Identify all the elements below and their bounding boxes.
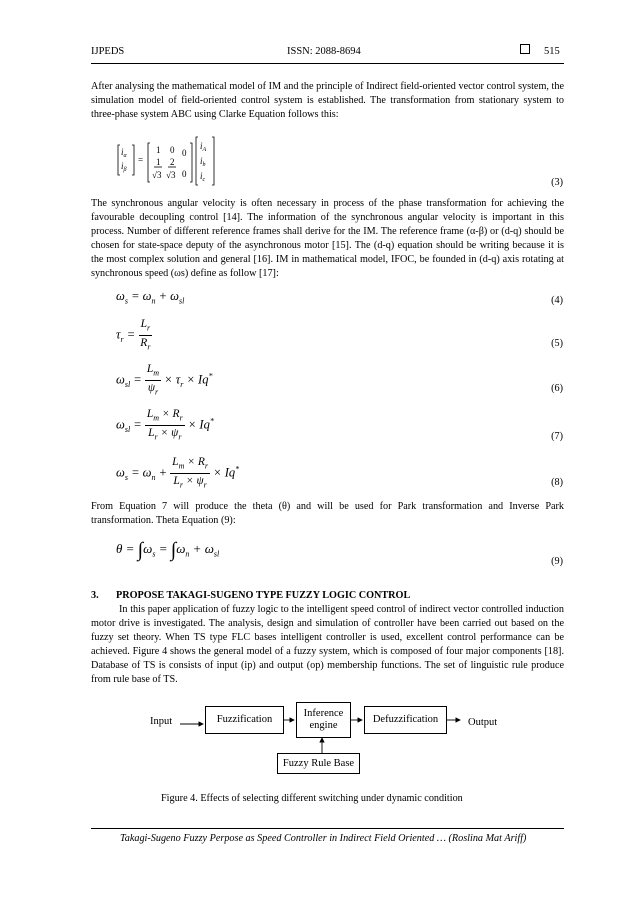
- output-label: Output: [468, 717, 498, 728]
- equation-5: $\tau_r$ = $\frac{L_r}{R_r}$: [116, 318, 151, 352]
- paragraph-4: In this paper application of fuzzy logic to the intelligent speed control of indirect vector controlled induction motor drive is investigated. The analysis, design and simulation of controller have been carried out based on the fuzzy set theory. When TS type FLC bases intelligent controller is used, excellent control performance can be achieved. Figure 4 shows the general model of a fuzzy system, which is composed of four major components [18]. Database of TS is consists of input (ip) and output (op) membership functions. The set of linguistic rule produce from rule base of TS.: [91, 604, 564, 685]
- paragraph-2: The synchronous angular velocity is often necessary in process of the phase transformation for achieving the favourable decoupling control [14]. The information of the synchronous angular velocity is important in this process. Number of different reference frames shall derive for the IM. The reference frame (α-β) or (d-q) should be chosen for state-space deputy of the asynchronous motor [15]. The (d-q) equation should be writing because it is the most complex solution and general [16]. IM in mathematical model, IFOC, be founded in (d-q) axis rotating at synchronous speed (ωs) define as follow [17]:: [91, 198, 564, 279]
- paragraph-3: From Equation 7 will produce the theta (θ) and will be used for Park transformation and Inverse Park transformation. Theta Equation (9):: [91, 501, 564, 526]
- fuzzy-system-diagram: [130, 696, 510, 786]
- equation-number-4: (4): [551, 295, 563, 306]
- fuzzy-rule-base-block: Fuzzy Rule Base: [277, 753, 360, 774]
- svg-text:√3: √3: [166, 170, 176, 180]
- journal-name: IJPEDS: [91, 46, 125, 57]
- equation-number-3: (3): [551, 177, 563, 188]
- svg-text:2: 2: [170, 157, 175, 167]
- equation-9: $\theta = \int\omega_s = \int\omega_n + \omega_{sl}$: [116, 539, 220, 561]
- equation-3: [116, 133, 226, 189]
- svg-text:ib: $i_b$: [200, 156, 206, 168]
- svg-text:iβ: $i_\beta$: [121, 161, 127, 173]
- equation-number-7: (7): [551, 431, 563, 442]
- equation-number-8: (8): [551, 477, 563, 488]
- equation-number-6: (6): [551, 383, 563, 394]
- inference-engine-block: [296, 702, 351, 738]
- footer-citation: Takagi-Sugeno Fuzzy Perpose as Speed Controller in Indirect Field Oriented … (Roslina Mat Ariff): [120, 833, 527, 844]
- input-label: Input: [150, 716, 173, 727]
- equation-4: $\omega_s = \omega_n + \omega_{sl}$: [116, 289, 185, 306]
- svg-text:1: 1: [156, 157, 161, 167]
- svg-text:0: 0: [170, 145, 175, 155]
- svg-text:=: =: [138, 155, 144, 165]
- equation-7: $\omega_{sl}$ = $\frac{L_m \times R_r}{L_r \times \psi_r}$ × Iq*: [116, 408, 214, 442]
- issn: ISSN: 2088-8694: [287, 46, 361, 57]
- checkbox-icon: [520, 44, 530, 54]
- section-title: PROPOSE TAKAGI-SUGENO TYPE FUZZY LOGIC CONTROL: [116, 590, 411, 601]
- section-number: 3.: [91, 590, 99, 601]
- svg-text:1: 1: [156, 145, 161, 155]
- equation-number-5: (5): [551, 338, 563, 349]
- svg-text:√3: √3: [152, 170, 162, 180]
- inference-label-line2: engine: [309, 720, 338, 731]
- header-rule: [91, 63, 564, 64]
- footer-rule: [91, 828, 564, 829]
- svg-text:ic: $i_c$: [200, 171, 206, 183]
- svg-text:iα: $i_\alpha$: [121, 147, 127, 159]
- equation-6: $\omega_{sl}$ = $\frac{L_m}{\psi_r}$ × $\tau_r \times Iq^*$: [116, 363, 213, 397]
- svg-text:iA: $i_A$: [200, 141, 207, 153]
- paragraph-1: After analysing the mathematical model of IM and the principle of Indirect field-oriented vector control system, the simulation model of field-oriented control system is established. The transformation from stationary system to three-phase system ABC using Clarke Equation follows this:: [91, 81, 564, 120]
- svg-text:0: 0: [182, 169, 187, 179]
- svg-text:0: 0: [182, 148, 187, 158]
- inference-label-line1: Inference: [303, 708, 344, 719]
- figure-caption: Figure 4. Effects of selecting different switching under dynamic condition: [161, 793, 463, 804]
- fuzzification-block: Fuzzification: [205, 706, 284, 734]
- clarke-matrix-svg: [116, 133, 226, 189]
- equation-number-9: (9): [551, 556, 563, 567]
- page-number: 515: [544, 46, 560, 57]
- defuzzification-block: Defuzzification: [364, 706, 447, 734]
- equation-8: $\omega_s = \omega_n$ + $\frac{L_m \times R_r}{L_r \times \psi_r}$ × Iq*: [116, 456, 240, 490]
